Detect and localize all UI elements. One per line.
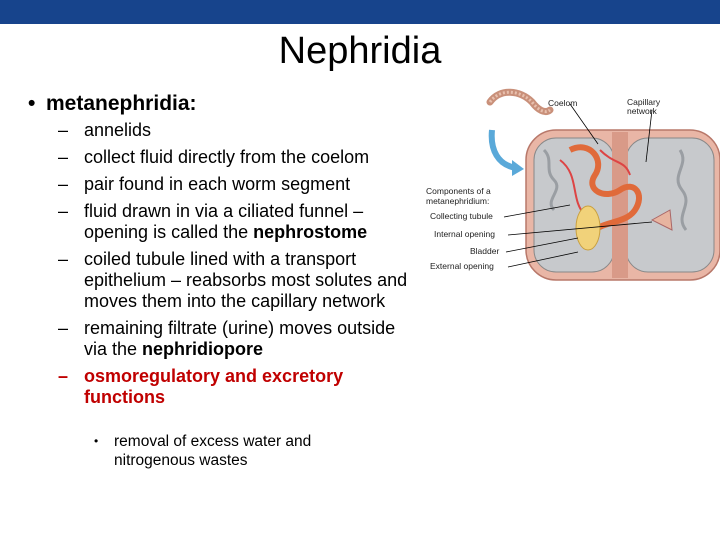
list-item-text: pair found in each worm segment [84, 174, 351, 194]
list-item [58, 147, 418, 168]
dash-icon: – [58, 249, 69, 269]
sub-bullet-dot-icon: • [94, 434, 99, 448]
list-item-text: annelids [84, 120, 152, 140]
metanephridium-figure [420, 80, 720, 290]
list-item [58, 249, 418, 312]
sub-bullet-text: removal of excess water and nitrogenous wastes [114, 433, 312, 469]
dash-icon: – [58, 366, 69, 386]
label-bladder: Bladder [470, 246, 500, 256]
list-item-text: osmoregulatory and excretory functions [84, 366, 344, 407]
label-capillary: Capillary network [627, 97, 661, 116]
list-item [58, 174, 418, 195]
sub-bullet [94, 432, 394, 470]
list-item-text: fluid drawn in via a ciliated funnel – opening is called the [84, 201, 364, 242]
top-bar [0, 0, 720, 24]
dash-icon: – [58, 318, 69, 338]
nephridiopore-term: nephridiopore [142, 339, 264, 359]
list-item [58, 120, 418, 141]
label-components: Components of a metanephridium: [426, 186, 491, 206]
list-item [58, 366, 418, 408]
dash-icon: – [58, 174, 69, 194]
dash-icon: – [58, 147, 69, 167]
nephrostome-term: nephrostome [253, 222, 368, 242]
dash-icon: – [58, 120, 69, 140]
septum-icon [612, 132, 628, 278]
label-internal: Internal opening [434, 229, 495, 239]
list-item-text: collect fluid directly from the coelom [84, 147, 370, 167]
main-bullet-text: metanephridia: [46, 92, 197, 115]
bullet-list [58, 120, 418, 414]
dash-icon: – [58, 201, 69, 221]
list-item [58, 201, 418, 243]
main-bullet [28, 92, 197, 116]
segment-left-icon [534, 138, 614, 272]
bullet-dot-icon: • [28, 92, 36, 115]
list-item-text: remaining filtrate (urine) moves outside via the [84, 318, 396, 359]
label-coelom: Coelom [548, 98, 578, 108]
arrowhead-icon [512, 160, 524, 176]
list-item [58, 318, 418, 360]
label-external: External opening [430, 261, 494, 271]
list-item-text: coiled tubule lined with a transport epithelium – reabsorbs most solutes and moves them into the capillary network [84, 249, 408, 311]
label-collecting: Collecting tubule [430, 211, 493, 221]
slide-title: Nephridia [278, 30, 442, 72]
